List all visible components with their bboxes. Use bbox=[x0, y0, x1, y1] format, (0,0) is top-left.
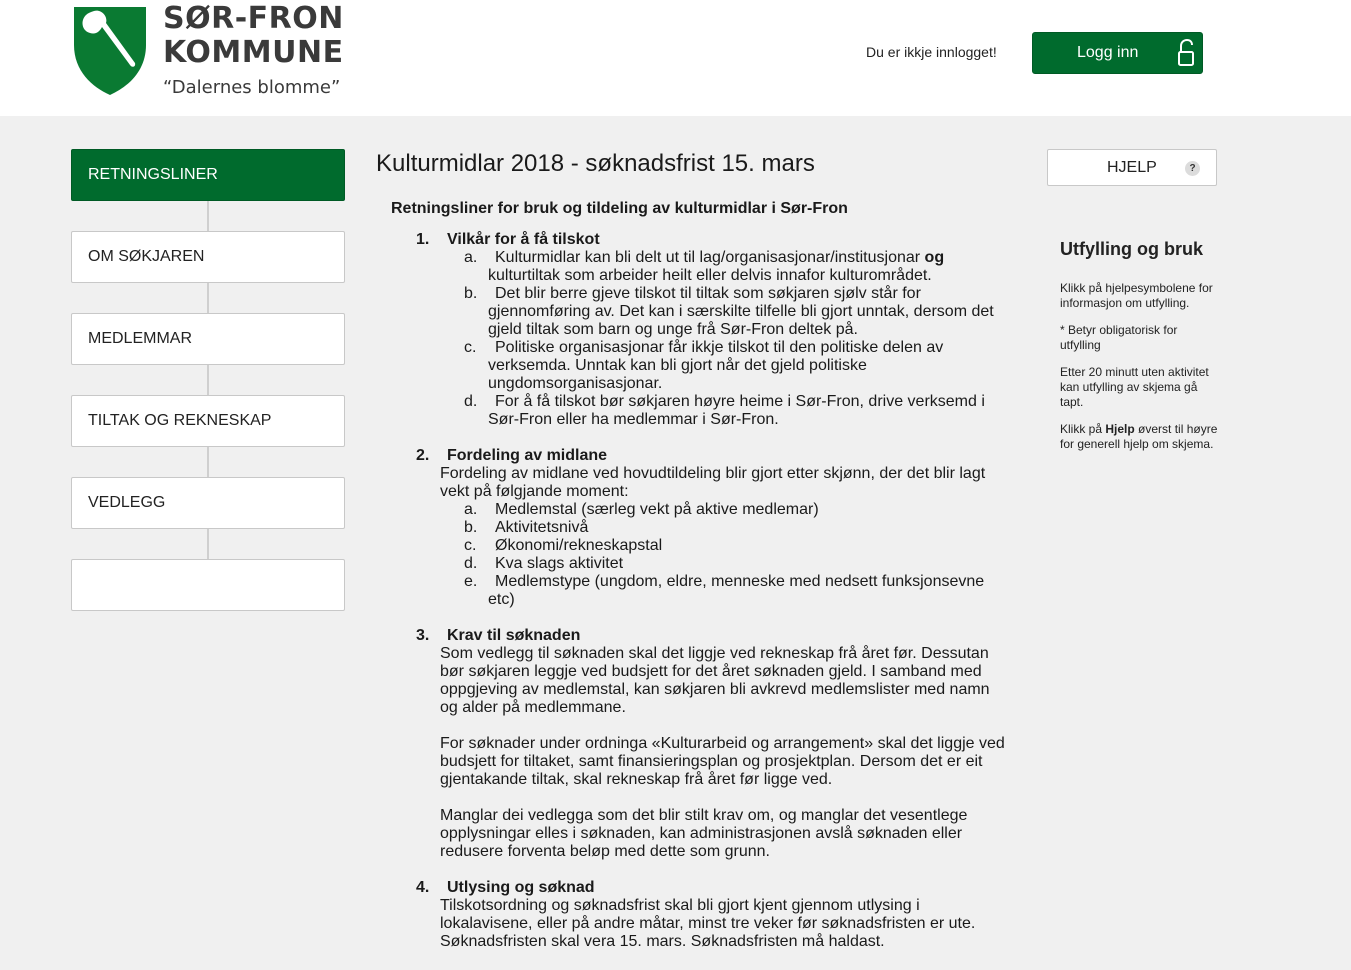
help-button[interactable] bbox=[1047, 149, 1217, 186]
section-3 bbox=[391, 627, 1011, 861]
guidelines-document bbox=[391, 200, 1011, 969]
kommune-wordmark[interactable] bbox=[163, 2, 344, 99]
page-title: Kulturmidlar 2018 - søknadsfrist 15. mars bbox=[376, 150, 815, 177]
list-item-letter: d. bbox=[464, 393, 478, 410]
list-item-letter: c. bbox=[464, 339, 477, 356]
section-paragraph: For søknader under ordninga «Kulturarbeid og arrangement» skal det liggje ved budsjett for tiltaket, samt finansieringsplan og prosjektplan. Dersom det er eit gjentakande tiltak, skal rekneskap frå året før ligge ved. bbox=[440, 735, 1005, 788]
list-item bbox=[391, 555, 1011, 573]
nav-item-tiltak-og-rekneskap[interactable]: TILTAK OG REKNESKAP bbox=[71, 395, 345, 447]
nav-item-medlemmar[interactable]: MEDLEMMAR bbox=[71, 313, 345, 365]
section-intro: Fordeling av midlane ved hovudtildeling blir gjort etter skjønn, der det blir lagt vekt på følgjande moment: bbox=[440, 465, 986, 500]
info-paragraph: Klikk på hjelpesymbolene for informasjon om utfylling. bbox=[1060, 281, 1213, 310]
list-item-text: For å få tilskot bør søkjaren høyre heime i Sør-Fron, drive verksemd i Sør-Fron eller ha medlemmar i Sør-Fron. bbox=[488, 393, 985, 428]
list-item-bold-text: og bbox=[924, 249, 945, 266]
section-number: 4. bbox=[416, 879, 430, 896]
list-item bbox=[391, 393, 1011, 429]
info-paragraph bbox=[1060, 422, 1220, 452]
login-button[interactable] bbox=[1032, 32, 1203, 74]
section-4 bbox=[391, 879, 1011, 951]
info-paragraph: * Betyr obligatorisk for utfylling bbox=[1060, 323, 1178, 352]
step-connector bbox=[207, 283, 209, 313]
list-item-text-cont: kulturtiltak som arbeider heilt eller delvis innafor kulturområdet. bbox=[488, 267, 932, 284]
list-item-text: Medlemstype (ungdom, eldre, menneske med nedsett funksjonsevne etc) bbox=[488, 573, 985, 608]
list-item-letter: b. bbox=[464, 285, 478, 302]
section-2 bbox=[391, 447, 1011, 609]
section-paragraph: Som vedlegg til søknaden skal det liggje ved rekneskap frå året før. Dessutan bør søkjaren leggje ved budsjett for det året søknaden gjeld. I samband med oppgjeving av medlemstal, kan søkjaren bli avkrevd medlemslister med namn og alder på medlemmane. bbox=[440, 645, 990, 716]
list-item-text: Kva slags aktivitet bbox=[495, 555, 624, 572]
list-item-letter: a. bbox=[464, 249, 478, 266]
help-button-label: HJELP bbox=[1107, 159, 1157, 176]
list-item bbox=[391, 573, 1011, 609]
step-connector bbox=[207, 365, 209, 395]
list-item-text: Politiske organisasjonar får ikkje tilskot til den politiske delen av verksemda. Unntak kan bli gjort når det gjeld politiske ungdomsorganisasjonar. bbox=[488, 339, 944, 392]
nav-item-empty[interactable] bbox=[71, 559, 345, 611]
list-item-letter: e. bbox=[464, 573, 478, 590]
list-item-text: Aktivitetsnivå bbox=[495, 519, 589, 536]
nav-item-om-sokjaren[interactable]: OM SØKJAREN bbox=[71, 231, 345, 283]
padlock-open-icon bbox=[1177, 39, 1195, 67]
section-paragraph: Manglar dei vedlegga som det blir stilt krav om, og manglar det vesentlege opplysningar elles i søknaden, kan administrasjonen avslå søknaden eller redusere forventa beløp med dette som grunn. bbox=[440, 807, 968, 860]
step-connector bbox=[207, 529, 209, 559]
step-connector bbox=[207, 201, 209, 231]
site-header bbox=[0, 0, 1351, 116]
document-heading: Retningsliner for bruk og tildeling av kulturmidlar i Sør-Fron bbox=[391, 200, 848, 217]
question-mark-icon: ? bbox=[1185, 161, 1200, 176]
step-connector bbox=[207, 447, 209, 477]
list-item bbox=[391, 249, 1011, 285]
logo-line-1: SØR-FRON bbox=[163, 1, 344, 36]
list-item bbox=[391, 339, 1011, 393]
list-item-letter: b. bbox=[464, 519, 478, 536]
login-status-text: Du er ikkje innlogget! bbox=[866, 44, 997, 60]
section-title: Utlysing og søknad bbox=[447, 879, 595, 896]
info-bold-text: Hjelp bbox=[1105, 422, 1135, 436]
login-button-label: Logg inn bbox=[1077, 44, 1139, 61]
section-title: Fordeling av midlane bbox=[447, 447, 608, 464]
list-item-text: Kulturmidlar kan bli delt ut til lag/organisasjonar/institusjonar bbox=[495, 249, 925, 266]
list-item bbox=[391, 501, 1011, 519]
section-number: 3. bbox=[416, 627, 430, 644]
section-title: Vilkår for å få tilskot bbox=[447, 231, 600, 248]
list-item-text: Det blir berre gjeve tilskot til tiltak som søkjaren sjølv står for gjennomføring av. Det kan i særskilte tilfelle bli gjort unntak, dersom det gjeld tiltak som barn og unge frå Sør-Fron deltek på. bbox=[488, 285, 994, 338]
section-paragraph: Tilskotsordning og søknadsfrist skal bli gjort kjent gjennom utlysing i lokalavisene, eller på andre måtar, minst tre veker før søknadsfristen er ute. Søknadsfristen skal vera 15. mars. Søknadsfristen må haldast. bbox=[440, 897, 976, 950]
list-item bbox=[391, 519, 1011, 537]
section-number: 2. bbox=[416, 447, 430, 464]
nav-item-retningsliner[interactable]: RETNINGSLINER bbox=[71, 149, 345, 201]
section-1 bbox=[391, 231, 1011, 429]
kommune-shield-logo-icon[interactable] bbox=[72, 5, 148, 97]
section-number: 1. bbox=[416, 231, 430, 248]
list-item-text: Økonomi/rekneskapstal bbox=[495, 537, 663, 554]
nav-item-vedlegg[interactable]: VEDLEGG bbox=[71, 477, 345, 529]
list-item bbox=[391, 537, 1011, 555]
help-info-panel bbox=[1060, 238, 1220, 464]
list-item-text: Medlemstal (særleg vekt på aktive medlemar) bbox=[495, 501, 819, 518]
logo-line-2: KOMMUNE bbox=[163, 35, 344, 70]
list-item-letter: d. bbox=[464, 555, 478, 572]
info-text-cont: øverst til høyre for generell hjelp om skjema. bbox=[1060, 422, 1218, 451]
section-body bbox=[440, 897, 1011, 951]
info-panel-title: Utfylling og bruk bbox=[1060, 239, 1203, 259]
info-paragraph: Etter 20 minutt uten aktivitet kan utfylling av skjema gå tapt. bbox=[1060, 365, 1209, 409]
list-item-letter: c. bbox=[464, 537, 477, 554]
list-item-letter: a. bbox=[464, 501, 478, 518]
section-body bbox=[440, 645, 1011, 861]
logo-tagline: “Dalernes blomme” bbox=[163, 77, 341, 98]
info-text: Klikk på bbox=[1060, 422, 1106, 436]
section-title: Krav til søknaden bbox=[447, 627, 581, 644]
list-item bbox=[391, 285, 1011, 339]
